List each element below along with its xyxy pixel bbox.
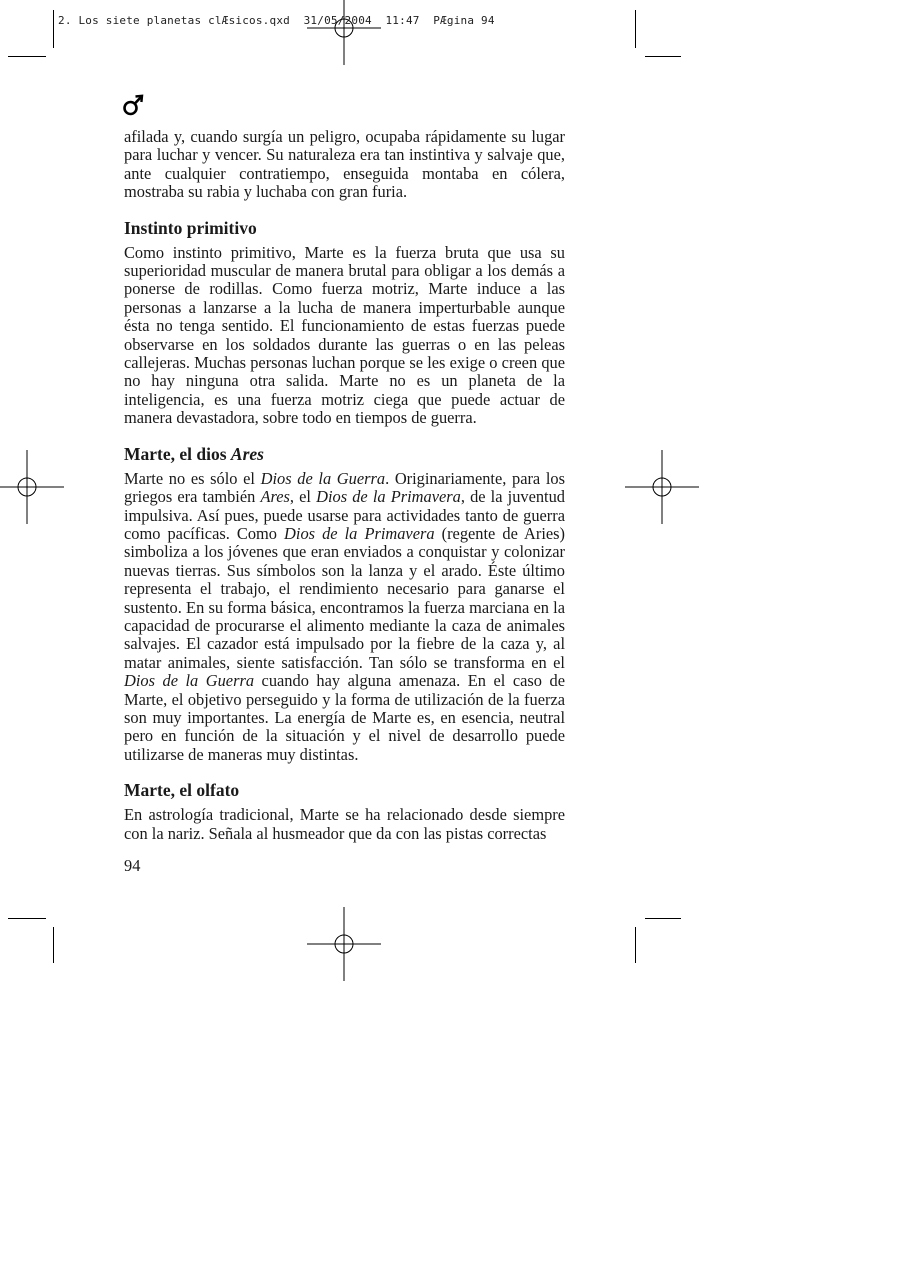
- italic-run: Dios de la Primavera: [284, 523, 435, 543]
- crop-mark: [53, 10, 54, 48]
- heading-text: Marte, el dios: [124, 443, 231, 464]
- crop-mark: [8, 918, 46, 919]
- heading-marte-dios-ares: [124, 444, 565, 464]
- text-run: Marte no es sólo el: [124, 468, 261, 488]
- paragraph-olfato: En astrología tradicional, Marte se ha relacionado desde siempre con la nariz. Señala al husmeador que da con las pistas correctas: [124, 805, 565, 843]
- text-run: cuando hay alguna amenaza. En el caso de Marte, el objetivo perseguido y la forma de utilización de la fuerza son muy importantes. La energía de Marte es, en esencia, neutral pero en función de la situación y el nivel de desarrollo puede utilizarse de maneras muy distintas.: [124, 671, 565, 764]
- registration-mark-top: [307, 0, 381, 65]
- file-slug-line: 2. Los siete planetas clÆsicos.qxd 31/05/2004 11:47 PÆgina 94: [58, 14, 495, 27]
- crop-mark: [645, 918, 681, 919]
- registration-mark-left: [0, 450, 64, 524]
- text-run: , el: [289, 487, 317, 507]
- page-number: 94: [124, 856, 141, 875]
- crop-mark: [645, 56, 681, 57]
- mars-symbol-icon: [122, 92, 144, 118]
- italic-run: Dios de la Primavera: [316, 487, 461, 507]
- crop-mark: [53, 927, 54, 963]
- page-body: [124, 128, 565, 843]
- italic-run: Dios de la Guerra: [124, 671, 255, 691]
- heading-instinto-primitivo: Instinto primitivo: [124, 217, 257, 238]
- crop-mark: [8, 56, 46, 57]
- heading-italic-ares: Ares: [230, 443, 264, 464]
- italic-run: Dios de la Guerra: [260, 468, 386, 488]
- registration-mark-right: [625, 450, 699, 524]
- text-run: . Originariamente, para los griegos era también: [124, 468, 565, 507]
- paragraph-instinto: Como instinto primitivo, Marte es la fuerza bruta que usa su superioridad muscular de manera brutal para obligar a los demás a ponerse de rodillas. Como fuerza motriz, Marte induce a las personas a lanzarse a la lucha de manera imperturbable aunque ésta no tenga sentido. El funcionamiento de estas fuerzas puede observarse en los soldados durante las guerras o en las peleas callejeras. Muchas personas luchan porque se les exige o creen que no hay ninguna otra salida. Marte no es un planeta de la inteligencia, es una fuerza motriz ciega que puede actuar de manera devastadora, sobre todo en tiempos de guerra.: [124, 242, 565, 428]
- crop-mark: [635, 927, 636, 963]
- italic-run: Ares: [260, 487, 290, 507]
- paragraph-intro: afilada y, cuando surgía un peligro, ocupaba rápidamente su lugar para luchar y vencer. Su naturaleza era tan instintiva y salvaje que, ante cualquier contratiempo, enseguida montaba en cólera, mostraba su rabia y luchaba con gran furia.: [124, 127, 565, 202]
- crop-mark: [635, 10, 636, 48]
- text-run: , de la juventud impulsiva. Así pues, puede usarse para actividades tanto de guerra como pacíficas. Como: [124, 487, 565, 543]
- paragraph-dios-ares: [124, 470, 565, 765]
- registration-mark-bottom: [307, 907, 381, 981]
- text-run: (regente de Aries) simboliza a los jóvenes que eran enviados a conquistar y colonizar nuevas tierras. Sus símbolos son la lanza y el arado. Éste último representa el trabajo, el rendimiento necesario para ganarse el sustento. En su forma básica, encontramos la fuerza marciana en la capacidad de procurarse el alimento mediante la caza de animales salvajes. El cazador está impulsado por la fiebre de la caza y, al matar animales, siente satisfacción. Tan sólo se transforma en el: [124, 523, 565, 672]
- heading-marte-olfato: Marte, el olfato: [124, 780, 240, 801]
